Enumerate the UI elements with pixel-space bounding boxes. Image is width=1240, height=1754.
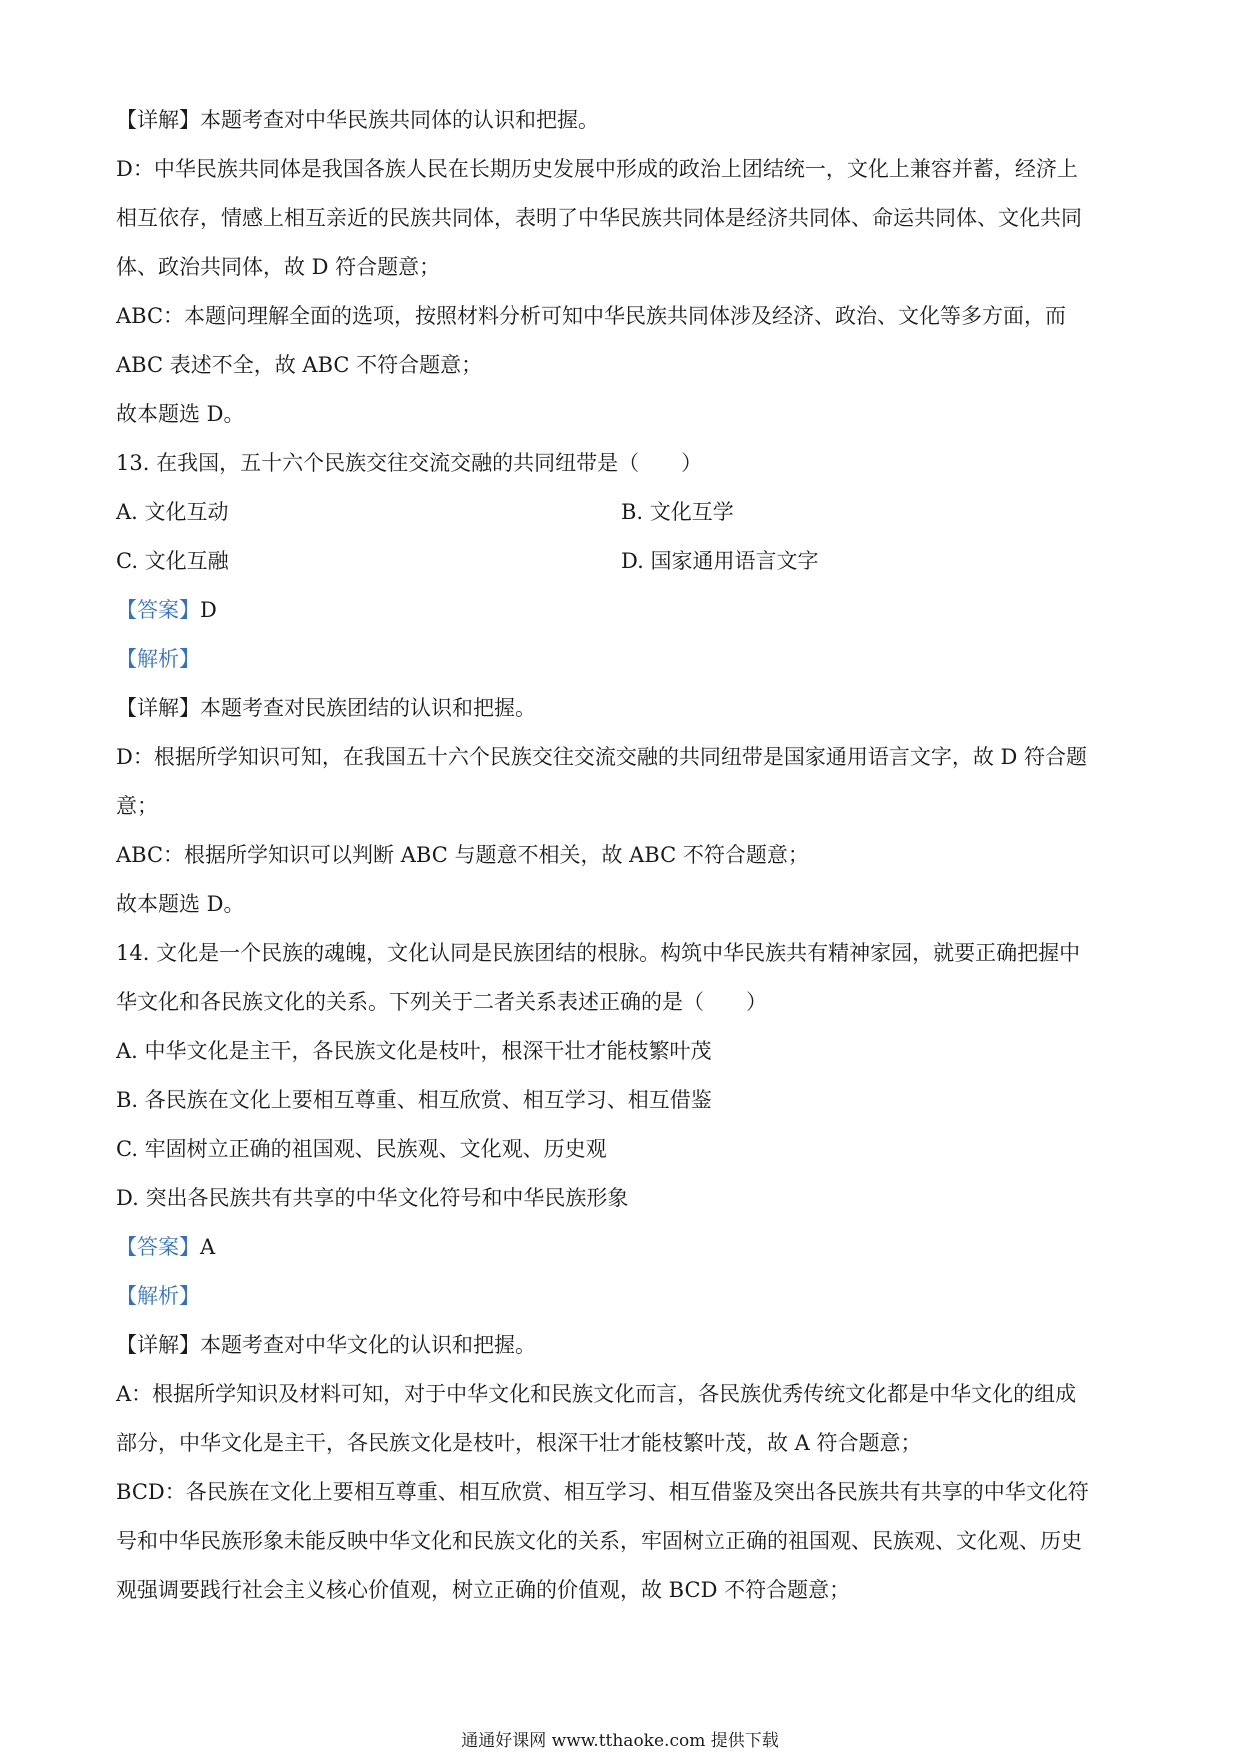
q14-body-line: A：根据所学知识及材料可知，对于中华文化和民族文化而言，各民族优秀传统文化都是中华文化的组成 (116, 1382, 1077, 1406)
q14-stem-line: 华文化和各民族文化的关系。下列关于二者关系表述正确的是（ ） (116, 990, 767, 1014)
q13-conclusion: 故本题选 D。 (116, 892, 245, 916)
q13-detail: 【详解】本题考查对民族团结的认识和把握。 (116, 696, 536, 720)
q14-option-b: B. 各民族在文化上要相互尊重、相互欣赏、相互学习、相互借鉴 (116, 1088, 712, 1112)
q13-body-line: 意； (116, 794, 158, 818)
detail-tag: 【详解】 (116, 1333, 200, 1357)
q14-option-c: C. 牢固树立正确的祖国观、民族观、文化观、历史观 (116, 1137, 607, 1161)
q13-body-line: D：根据所学知识可知，在我国五十六个民族交往交流交融的共同纽带是国家通用语言文字，故 D 符合题 (116, 745, 1088, 769)
document-page (116, 96, 1126, 1615)
detail-tag: 【详解】 (116, 108, 200, 132)
q13-options-row-2 (116, 537, 1126, 586)
q13-option-d: D. 国家通用语言文字 (621, 549, 819, 573)
answer-value: D (200, 598, 217, 622)
q12-conclusion: 故本题选 D。 (116, 402, 245, 426)
q14-body-line: BCD：各民族在文化上要相互尊重、相互欣赏、相互学习、相互借鉴及突出各民族共有共享的中华文化符 (116, 1480, 1089, 1504)
answer-tag: 【答案】 (116, 598, 200, 622)
q12-detail-line: 【详解】本题考查对中华民族共同体的认识和把握。 (116, 108, 599, 132)
q14-stem-line: 14. 文化是一个民族的魂魄，文化认同是民族团结的根脉。构筑中华民族共有精神家园，就要正确把握中 (116, 941, 1081, 965)
q12-body-line: 体、政治共同体，故 D 符合题意； (116, 255, 441, 279)
analysis-tag: 【解析】 (116, 1284, 200, 1308)
q13-options-row-1 (116, 488, 1126, 537)
q12-body-line: D：中华民族共同体是我国各族人民在长期历史发展中形成的政治上团结统一，文化上兼容并蓄，经济上 (116, 157, 1078, 181)
q14-detail: 【详解】本题考查对中华文化的认识和把握。 (116, 1333, 536, 1357)
answer-tag: 【答案】 (116, 1235, 200, 1259)
q13-stem: 13. 在我国，五十六个民族交往交流交融的共同纽带是（ ） (116, 451, 703, 475)
q13-answer (116, 586, 1126, 635)
q13-option-b: B. 文化互学 (621, 500, 734, 524)
answer-value: A (200, 1235, 216, 1259)
q13-body-line: ABC：根据所学知识可以判断 ABC 与题意不相关，故 ABC 不符合题意； (116, 843, 809, 867)
q14-body-line: 号和中华民族形象未能反映中华文化和民族文化的关系，牢固树立正确的祖国观、民族观、文化观、历史 (116, 1529, 1082, 1553)
q12-body-line: 相互依存，情感上相互亲近的民族共同体，表明了中华民族共同体是经济共同体、命运共同体、文化共同 (116, 206, 1082, 230)
q13-option-c: C. 文化互融 (116, 549, 229, 573)
q13-analysis (116, 635, 1126, 684)
q14-analysis (116, 1272, 1126, 1321)
q14-option-a: A. 中华文化是主干，各民族文化是枝叶，根深干壮才能枝繁叶茂 (116, 1039, 712, 1063)
q12-body-line: ABC 表述不全，故 ABC 不符合题意； (116, 353, 483, 377)
q13-option-a: A. 文化互动 (116, 500, 229, 524)
detail-tag: 【详解】 (116, 696, 200, 720)
q14-answer (116, 1223, 1126, 1272)
q14-option-d: D. 突出各民族共有共享的中华文化符号和中华民族形象 (116, 1186, 629, 1210)
page-footer: 通通好课网 www.tthaoke.com 提供下载 (461, 1731, 779, 1751)
q14-body-line: 部分，中华文化是主干，各民族文化是枝叶，根深干壮才能枝繁叶茂，故 A 符合题意； (116, 1431, 922, 1455)
q14-body-line: 观强调要践行社会主义核心价值观，树立正确的价值观，故 BCD 不符合题意； (116, 1578, 851, 1602)
q12-body-line: ABC：本题问理解全面的选项，按照材料分析可知中华民族共同体涉及经济、政治、文化等多方面，而 (116, 304, 1067, 328)
analysis-tag: 【解析】 (116, 647, 200, 671)
